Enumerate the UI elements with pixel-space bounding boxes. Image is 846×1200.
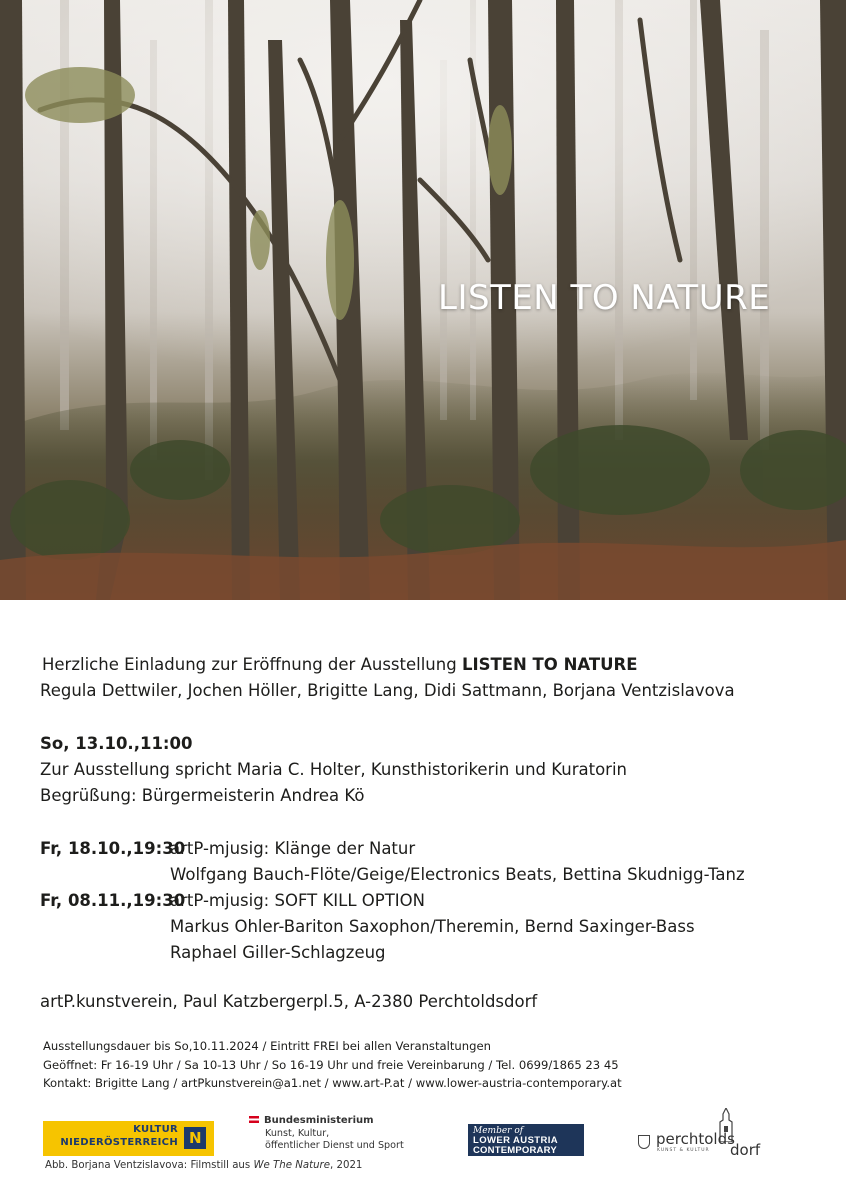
member-logo-line2: LOWER AUSTRIA xyxy=(473,1135,559,1146)
opening-date: So, 13.10.,11:00 xyxy=(40,734,193,753)
event-1-title: artP-mjusig: Klänge der Natur xyxy=(170,839,416,858)
opening-welcome: Begrüßung: Bürgermeisterin Andrea Kö xyxy=(40,786,365,805)
member-logo-line3: CONTEMPORARY xyxy=(473,1145,557,1156)
caption-suffix: , 2021 xyxy=(330,1160,363,1171)
perchtoldsdorf-logo xyxy=(638,1108,761,1159)
member-logo-line1: Member of xyxy=(473,1126,524,1136)
intro-prefix: Herzliche Einladung zur Eröffnung der Ausstellung xyxy=(42,655,462,674)
intro-title: LISTEN TO NATURE xyxy=(461,655,638,674)
kultur-logo-badge-letter: N xyxy=(189,1129,202,1147)
event-2-date: Fr, 08.11.,19:30 xyxy=(40,891,186,910)
exhibition-title: LISTEN TO NATURE xyxy=(438,278,771,318)
opening-speaker: Zur Ausstellung spricht Maria C. Holter, Kunsthistorikerin und Kuratorin xyxy=(40,760,628,779)
kultur-logo-badge xyxy=(184,1127,206,1149)
artists-line: Regula Dettwiler, Jochen Höller, Brigitte Lang, Didi Sattmann, Borjana Ventzislavova xyxy=(40,681,735,700)
info-block xyxy=(43,1037,622,1093)
event-2 xyxy=(40,888,830,966)
image-caption xyxy=(45,1160,362,1171)
lower-austria-contemporary-logo xyxy=(468,1124,584,1156)
event-2-performers: Markus Ohler-Bariton Saxophon/Theremin, Bernd Saxinger-Bass xyxy=(170,917,695,936)
event-1-performers: Wolfgang Bauch-Flöte/Geige/Electronics Beats, Bettina Skudnigg-Tanz xyxy=(170,865,745,884)
bm-logo-line3: öffentlicher Dienst und Sport xyxy=(265,1140,404,1151)
event-2-performers-cont: Raphael Giller-Schlagzeug xyxy=(170,943,386,962)
kultur-niederoesterreich-logo xyxy=(43,1121,214,1156)
bm-logo-line2: Kunst, Kultur, xyxy=(265,1127,330,1139)
crest-icon xyxy=(638,1135,650,1149)
event-1-date: Fr, 18.10.,19:30 xyxy=(40,839,186,858)
venue-address: artP.kunstverein, Paul Katzbergerpl.5, A-2380 Perchtoldsdorf xyxy=(40,992,538,1011)
bm-logo-title: Bundesministerium xyxy=(264,1115,374,1126)
perch-logo-tagline: KUNST & KULTUR xyxy=(657,1148,710,1153)
austria-flag-icon xyxy=(249,1116,259,1123)
caption-work-title: We The Nature xyxy=(253,1160,330,1171)
perch-logo-main: perchtolds xyxy=(656,1130,735,1148)
info-contact: Kontakt: Brigitte Lang / artPkunstverein@a1.net / www.art-P.at / www.lower-austria-contemporary.at xyxy=(43,1076,622,1090)
info-duration: Ausstellungsdauer bis So,10.11.2024 / Eintritt FREI bei allen Veranstaltungen xyxy=(43,1039,491,1053)
perch-logo-suffix: dorf xyxy=(730,1141,761,1159)
event-1 xyxy=(40,836,830,888)
bundesministerium-logo xyxy=(249,1115,404,1153)
intro-line xyxy=(40,652,830,678)
kultur-logo-line1: KULTUR xyxy=(133,1124,178,1135)
caption-prefix: Abb. Borjana Ventzislavova: Filmstill aus xyxy=(45,1160,254,1171)
invitation-text xyxy=(40,652,830,966)
kultur-logo-line2: NIEDERÖSTERREICH xyxy=(60,1137,178,1148)
event-2-title: artP-mjusig: SOFT KILL OPTION xyxy=(170,891,425,910)
info-hours: Geöffnet: Fr 16-19 Uhr / Sa 10-13 Uhr / So 16-19 Uhr und freie Vereinbarung / Tel. 0699/1865 23 45 xyxy=(43,1057,619,1072)
